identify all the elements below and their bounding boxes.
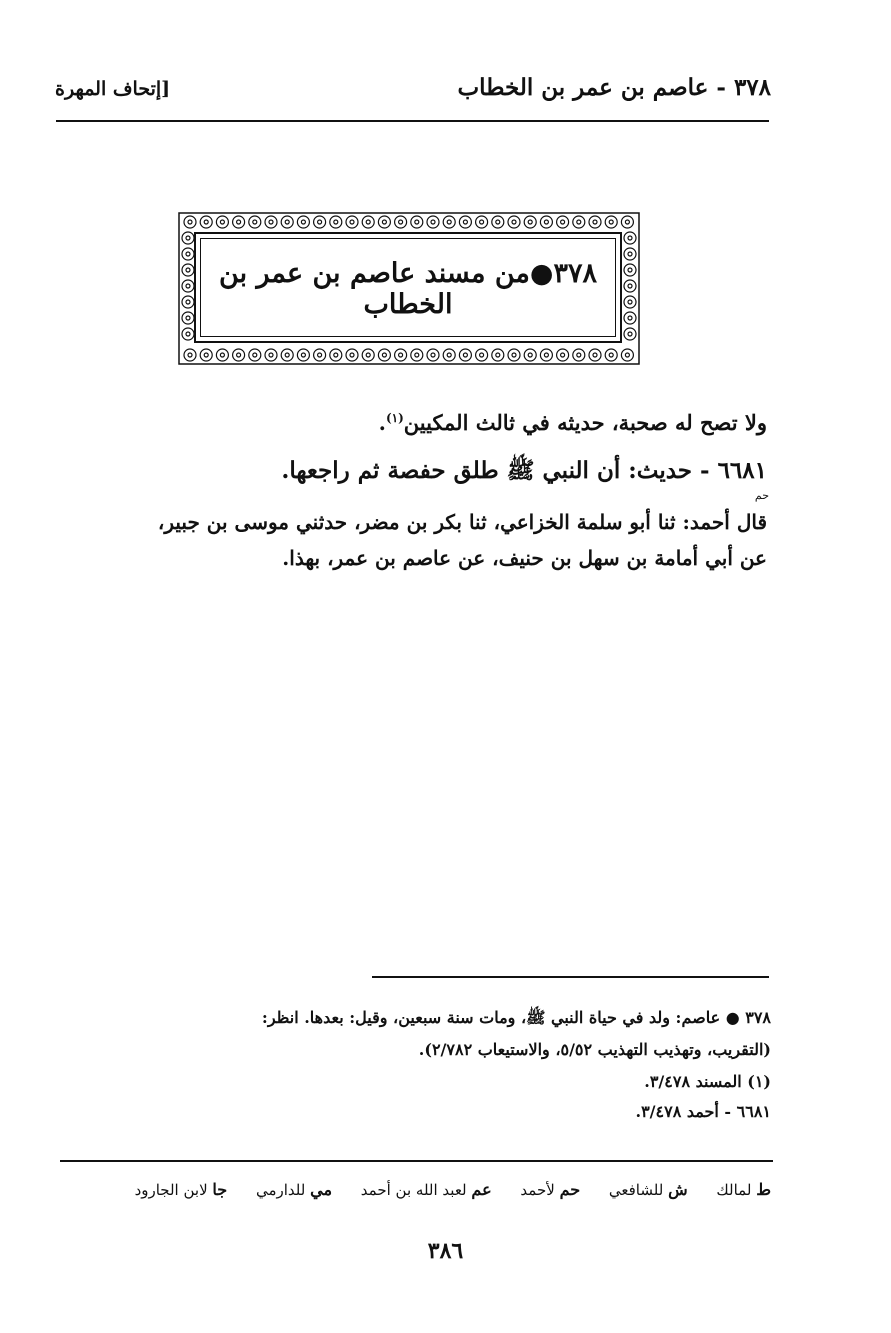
ornamental-frame: [178, 212, 640, 365]
footnote-3: (١) المسند ٣/٤٧٨.: [644, 1072, 771, 1091]
body-line-1-end: .: [378, 410, 386, 435]
legend-item: مي للدارمي: [255, 1180, 333, 1199]
frame-inner: [194, 232, 622, 343]
legend-item: ش للشافعي: [608, 1180, 688, 1199]
running-header-title: ٣٧٨ - عاصم بن عمر بن الخطاب: [457, 74, 771, 101]
footnote-rule: [372, 976, 769, 978]
body-line-3: قال أحمد: ثنا أبو سلمة الخزاعي، ثنا بكر بن مضر، حدثني موسى بن جبير،: [157, 510, 767, 534]
legend-item: حم لأحمد: [520, 1180, 581, 1199]
header-rule: [56, 120, 769, 122]
legend-item: عم لعبد الله بن أحمد: [360, 1180, 492, 1199]
running-header-book: [إتحاف المهرة: [55, 78, 171, 100]
footnote-4: ٦٦٨١ - أحمد ٣/٤٧٨.: [635, 1102, 771, 1121]
body-line-1-text: ولا تصح له صحبة، حديثه في ثالث المكيين: [403, 410, 767, 435]
hadith-title: ٦٦٨١ - حديث: أن النبي ﷺ طلق حفصة ثم راجعها.: [281, 457, 767, 484]
footnote-ref: (١): [385, 411, 404, 425]
source-code: حم: [754, 489, 769, 502]
footnote-1: ٣٧٨ ● عاصم: ولد في حياة النبي ﷺ، ومات سنة سبعين، وقيل: بعدها. انظر:: [261, 1008, 771, 1027]
body-line-1: [379, 410, 767, 435]
legend-rule: [60, 1160, 773, 1162]
body-line-4: عن أبي أمامة بن سهل بن حنيف، عن عاصم بن عمر، بهذا.: [282, 546, 767, 570]
legend-item: ط لمالك: [716, 1180, 771, 1199]
legend-item: جا لابن الجارود: [134, 1180, 228, 1199]
page-number: ٣٨٦: [427, 1238, 464, 1264]
section-title: ٣٧٨●من مسند عاصم بن عمر بن الخطاب: [219, 258, 597, 320]
abbreviation-legend: [111, 1180, 771, 1199]
footnote-2: (التقريب، وتهذيب التهذيب ٥/٥٢، والاستيعاب ٢/٧٨٢).: [418, 1040, 771, 1059]
